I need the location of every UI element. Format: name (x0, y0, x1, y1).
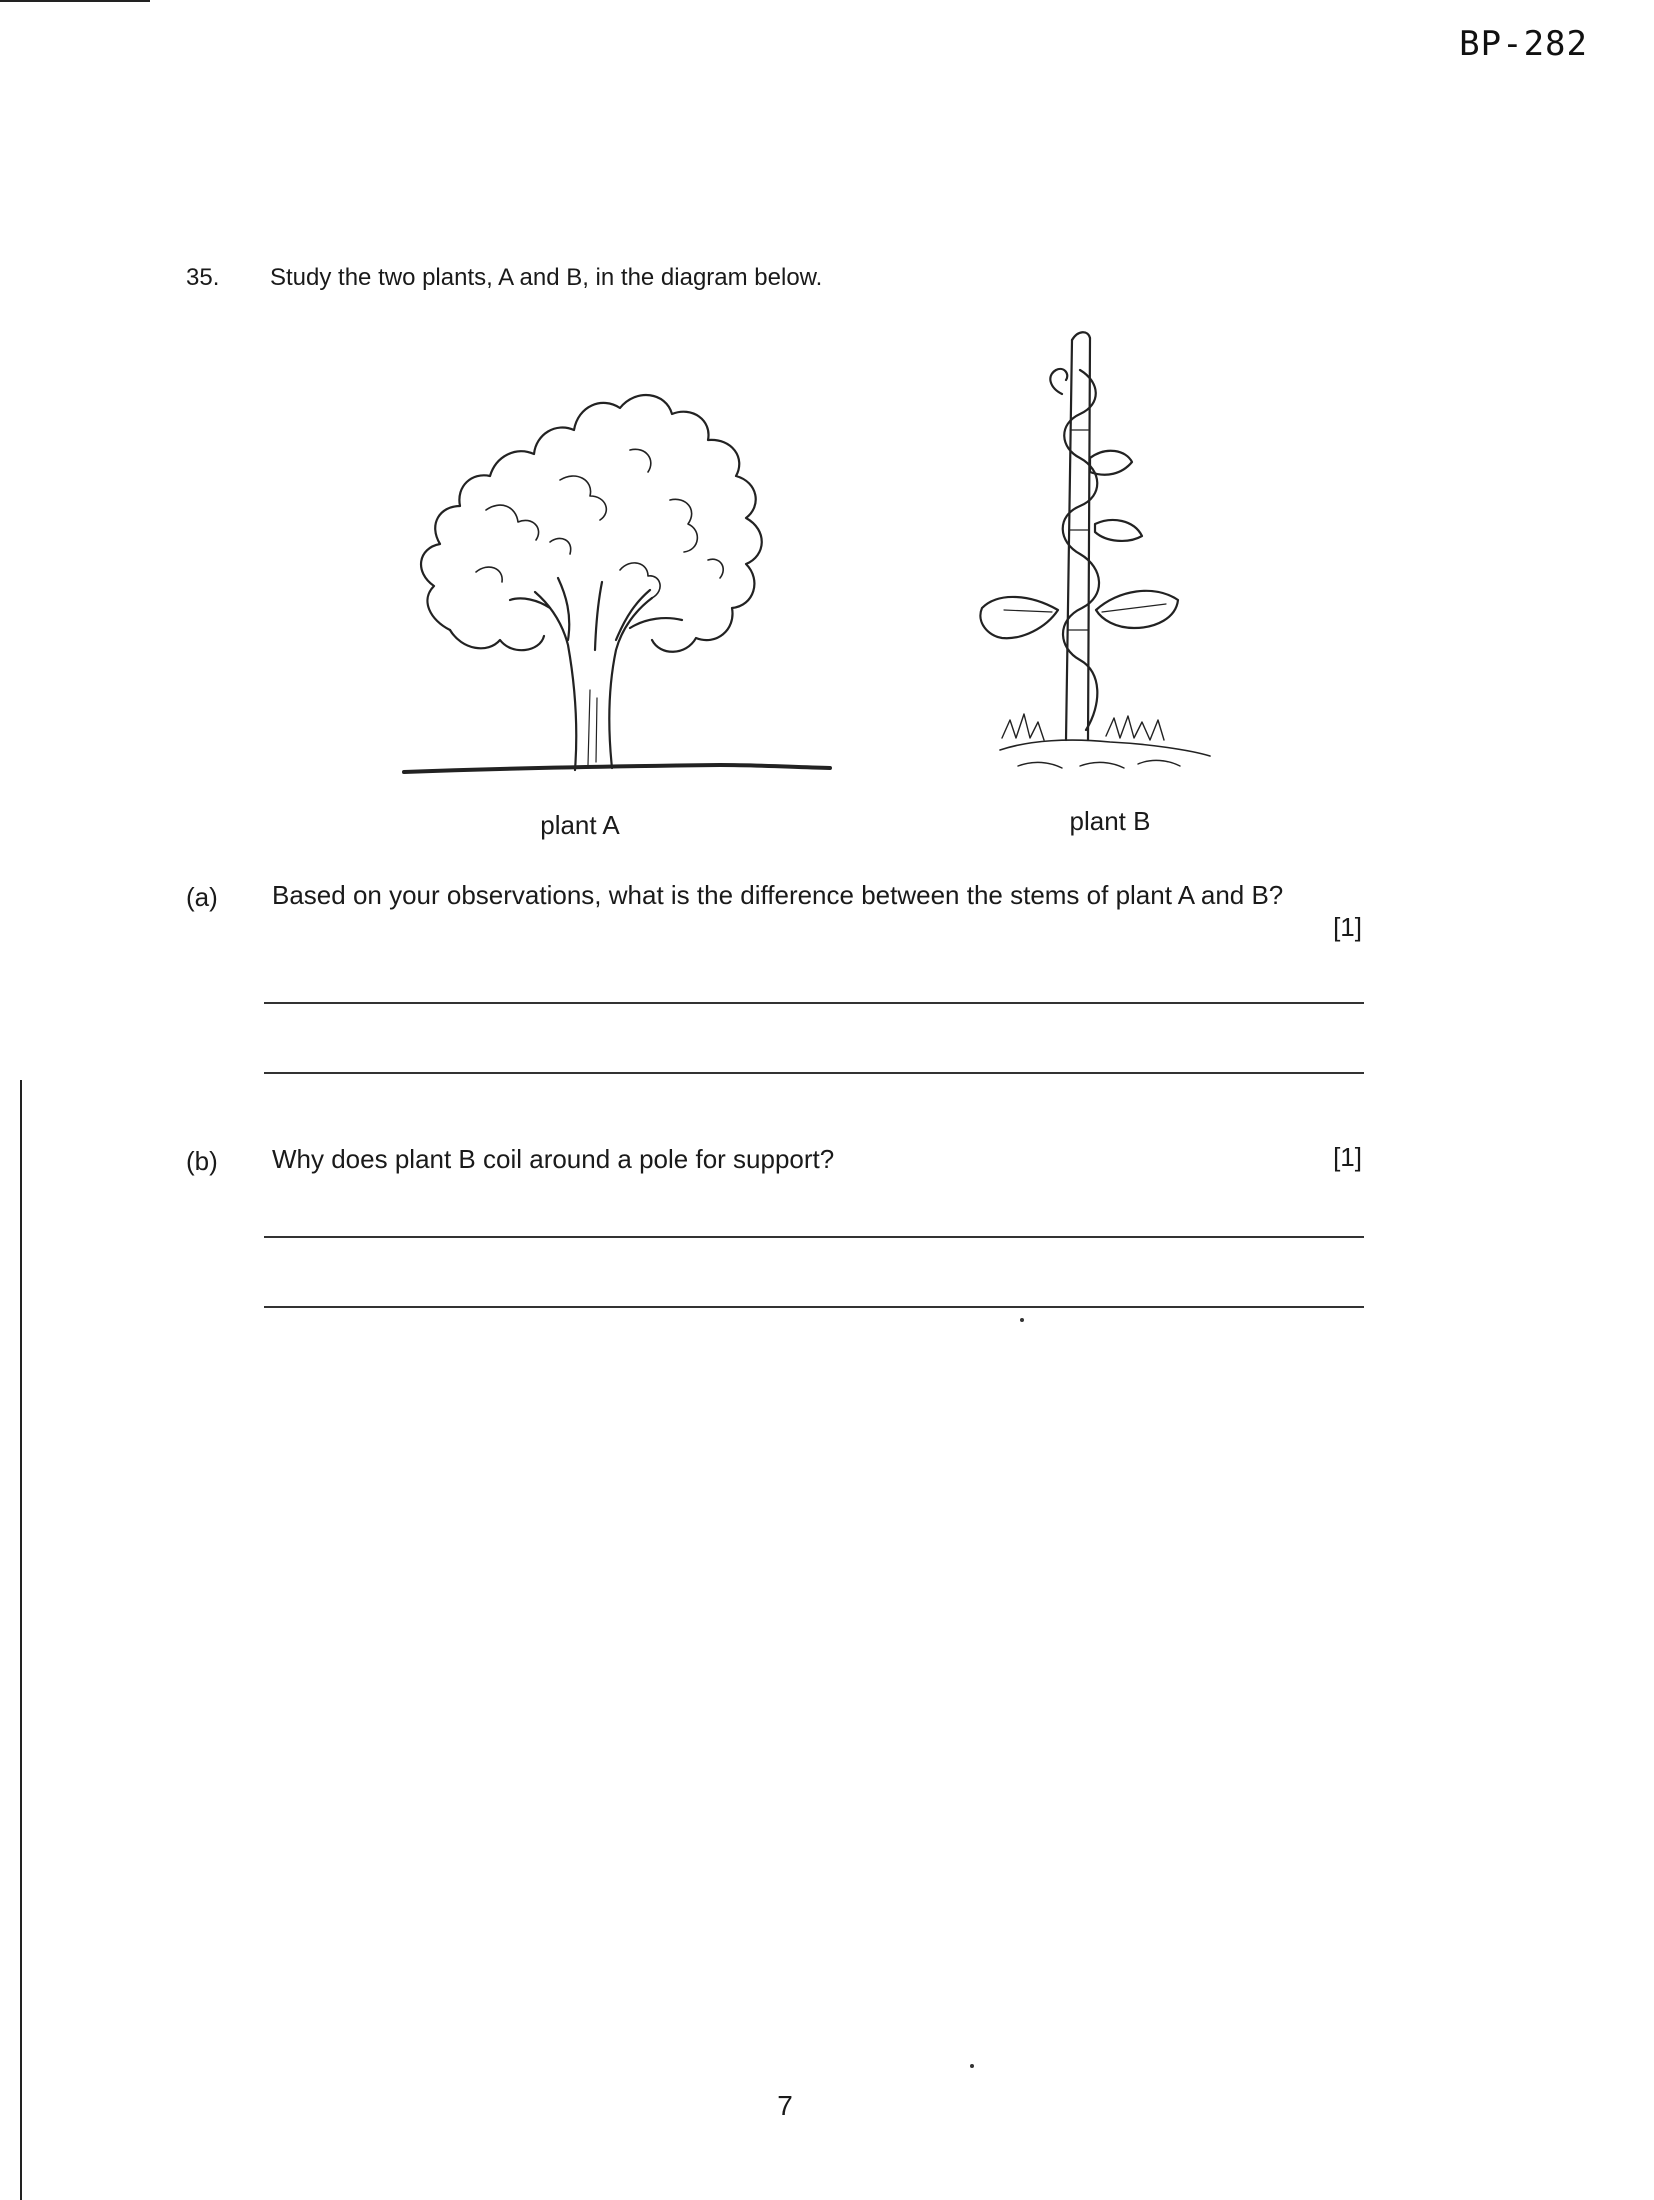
part-b-letter: (b) (186, 1146, 218, 1176)
plant-a-tree (404, 395, 830, 772)
part-b-question: Why does plant B coil around a pole for support? (272, 1144, 835, 1174)
part-a-answer-line-2[interactable] (264, 1072, 1364, 1074)
plant-b-climber (980, 332, 1210, 768)
part-a-letter: (a) (186, 882, 218, 912)
page-left-edge (20, 1080, 22, 2200)
question-intro: Study the two plants, A and B, in the diagram below. (270, 264, 823, 291)
part-a-answer-line-1[interactable] (264, 1002, 1364, 1004)
part-b-answer-line-2[interactable] (264, 1306, 1364, 1308)
part-b-marks: [1] (1333, 1142, 1362, 1172)
top-left-rule (0, 0, 150, 2)
part-a-marks: [1] (1333, 912, 1362, 942)
part-b-answer-line-1[interactable] (264, 1236, 1364, 1238)
page-number: 7 (777, 2090, 793, 2121)
scan-speck (1020, 1318, 1024, 1322)
scan-speck (970, 2064, 974, 2068)
question-number: 35. (186, 264, 220, 291)
plant-b-label: plant B (1069, 806, 1151, 836)
part-a-question: Based on your observations, what is the difference between the stems of plant A and B? (272, 880, 1284, 910)
plant-a-label: plant A (540, 810, 620, 840)
paper-code: BP-282 (1459, 24, 1588, 64)
plants-diagram (390, 310, 1220, 850)
